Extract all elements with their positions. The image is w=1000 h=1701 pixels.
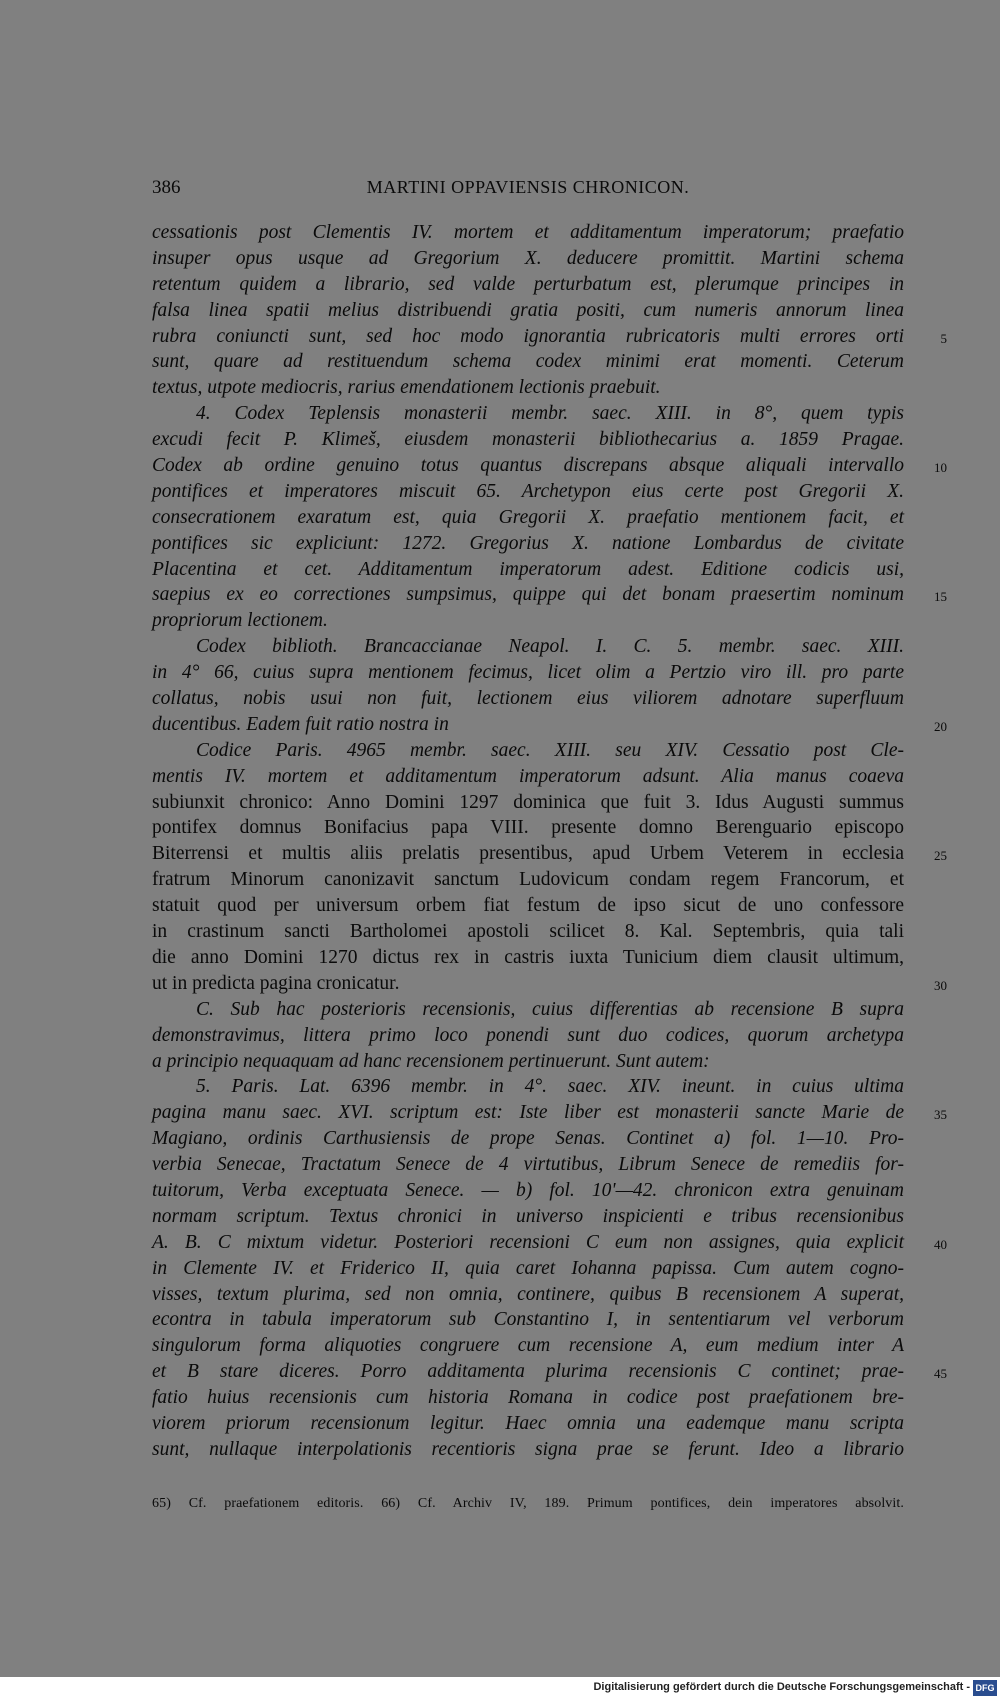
line-text: a principio nequaquam ad hanc recensionem pertinuerunt. Sunt autem: [152,1050,710,1072]
text-line [152,1100,947,1126]
digitization-credit-bar [0,1677,1000,1701]
text-line [152,660,904,686]
line-text: propriorum lectionem. [152,610,328,632]
line-text: saepius ex eo correctiones sumpsimus, quippe qui det bonam praesertim nominum [152,584,904,606]
line-text: verbia Senecae, Tractatum Senece de 4 virtutibus, Librum Senece de remediis for- [152,1154,904,1176]
text-line [152,531,904,557]
text-line [152,841,947,867]
text-line [152,764,904,790]
line-text: mentis IV. mortem et additamentum imperatorum adsunt. Alia manus coaeva [152,765,904,787]
text-line [152,1204,904,1230]
text-line [152,790,904,816]
text-line [152,557,904,583]
line-number: 25 [934,848,947,864]
text-line [152,712,947,738]
dfg-logo: DFG [973,1680,997,1696]
text-line [152,246,904,272]
text-line [152,1178,904,1204]
text-line [152,1282,904,1308]
text-line [152,608,904,634]
line-text: econtra in tabula imperatorum sub Constantino I, in sententiarum vel verborum [152,1309,904,1331]
line-text: Biterrensi et multis aliis prelatis presentibus, apud Urbem Veterem in ecclesia [152,843,904,865]
text-line [152,1385,904,1411]
line-text: Codex ab ordine genuino totus quantus discrepans absque aliquali intervallo [152,455,904,477]
line-text: visses, textum plurima, sed non omnia, continere, quibus B recensionem A superat, [152,1283,904,1305]
line-text: Magiano, ordinis Carthusiensis de prope Senas. Continet a) fol. 1—10. Pro- [152,1128,904,1150]
line-text: 4. Codex Teplensis monasterii membr. saec. XIII. in 8°, quem typis [196,403,904,425]
line-text: rubra coniuncti sunt, sed hoc modo ignorantia rubricatoris multi errores orti [152,325,904,347]
line-text: in 4° 66, cuius supra mentionem fecimus, licet olim a Pertzio viro ill. pro parte [152,662,904,684]
text-line [152,1230,947,1256]
line-text: A. B. C mixtum videtur. Posteriori recensioni C eum non assignes, quia explicit [152,1231,904,1253]
text-line [152,634,904,660]
body-text [152,220,947,1463]
text-line [152,738,904,764]
text-line [152,945,904,971]
line-text: viorem priorum recensionum legitur. Haec omnia una eademque manu scripta [152,1412,904,1434]
text-line [152,1437,904,1463]
line-number: 40 [934,1236,947,1252]
line-text: pontifex domnus Bonifacius papa VIII. presente domno Berenguario episcopo [152,817,904,839]
line-text: Codex biblioth. Brancaccianae Neapol. I. C. 5. membr. saec. XIII. [196,636,904,658]
line-text: cessationis post Clementis IV. mortem et additamentum imperatorum; praefatio [152,222,904,243]
line-text: collatus, nobis usui non fuit, lectionem eius viliorem adnotare superfluum [152,688,904,710]
line-text: 5. Paris. Lat. 6396 membr. in 4°. saec. XIV. ineunt. in cuius ultima [196,1076,904,1098]
running-title: MARTINI OPPAVIENSIS CHRONICON. [366,177,690,197]
text-line [152,375,904,401]
line-number: 10 [934,460,947,476]
line-text: Codice Paris. 4965 membr. saec. XIII. seu XIV. Cessatio post Cle- [196,739,904,761]
line-text: tuitorum, Verba exceptuata Senece. — b) fol. 10'—42. chronicon extra genuinam [152,1179,904,1201]
line-text: ut in predicta pagina cronicatur. [152,972,400,994]
text-line [152,971,947,997]
line-number: 15 [934,589,947,605]
line-number: 35 [934,1107,947,1123]
line-text: ducentibus. Eadem fuit ratio nostra in [152,713,449,735]
line-number: 20 [934,718,947,734]
line-text: pagina manu saec. XVI. scriptum est: Iste liber est monasterii sancte Marie de [152,1102,904,1124]
text-line [152,349,904,375]
text-line [152,1411,904,1437]
text-line [152,479,904,505]
text-line [152,427,904,453]
text-line [152,1256,904,1282]
line-text: C. Sub hac posterioris recensionis, cuius differentias ab recensione B supra [196,998,904,1020]
line-text: insuper opus usque ad Gregorium X. deducere promittit. Martini schema [152,247,904,269]
text-line [152,1333,904,1359]
text-line [152,582,947,608]
line-text: excudi fecit P. Klimeš, eiusdem monasterii bibliothecarius a. 1859 Pragae. [152,429,904,451]
text-line [152,893,904,919]
line-text: sunt, nullaque interpolationis recentioris signa prae se ferunt. Ideo a librario [152,1438,904,1460]
footnotes: 65) Cf. praefationem editoris. 66) Cf. Archiv IV, 189. Primum pontifices, dein imperatores absolvit. [152,1496,904,1511]
line-number: 30 [934,977,947,993]
line-text: fatio huius recensionis cum historia Romana in codice post praefationem bre- [152,1387,904,1409]
text-line [152,298,904,324]
line-number: 5 [940,330,947,346]
text-line [152,1074,904,1100]
line-number: 45 [934,1366,947,1382]
line-text: fratrum Minorum canonizavit sanctum Ludovicum condam regem Francorum, et [152,869,904,891]
text-line [152,1152,904,1178]
text-line [152,220,904,246]
page-header [152,177,904,207]
text-line [152,1049,904,1075]
text-line [152,1359,947,1385]
line-text: textus, utpote mediocris, rarius emendationem lectionis praebuit. [152,377,661,399]
line-text: consecrationem exaratum est, quia Gregorii X. praefatio mentionem facit, et [152,506,904,528]
line-text: Placentina et cet. Additamentum imperatorum adest. Editione codicis usi, [152,558,904,580]
text-line [152,815,904,841]
text-line [152,997,904,1023]
line-text: retentum quidem a librario, sed valde perturbatum est, plerumque principes in [152,273,904,295]
text-line [152,867,904,893]
line-text: in crastinum sancti Bartholomei apostoli scilicet 8. Kal. Septembris, quia tali [152,921,904,943]
text-line [152,401,904,427]
line-text: die anno Domini 1270 dictus rex in castris iuxta Tunicium diem clausit ultimum, [152,946,904,968]
text-line [152,1126,904,1152]
page-number: 386 [152,177,181,198]
line-text: et B stare diceres. Porro additamenta plurima recensionis C continet; prae- [152,1361,904,1383]
text-line [152,324,947,350]
line-text: pontifices sic expliciunt: 1272. Gregorius X. natione Lombardus de civitate [152,532,904,554]
text-line [152,272,904,298]
line-text: statuit quod per universum orbem fiat festum de ipso sicut de uno confessore [152,895,904,917]
text-line [152,686,904,712]
line-text: singulorum forma aliquoties congruere cum recensione A, eum medium inter A [152,1335,904,1357]
digitization-credit: Digitalisierung gefördert durch die Deutsche Forschungsgemeinschaft - [593,1681,970,1693]
line-text: falsa linea spatii melius distribuendi gratia positi, cum numeris annorum linea [152,299,904,321]
line-text: sunt, quare ad restituendum schema codex minimi erat momenti. Ceterum [152,351,904,373]
line-text: demonstravimus, littera primo loco ponendi sunt duo codices, quorum archetypa [152,1024,904,1046]
line-text: pontifices et imperatores miscuit 65. Archetypon eius certe post Gregorii X. [152,480,904,502]
text-line [152,919,904,945]
text-line [152,1023,904,1049]
line-text: normam scriptum. Textus chronici in universo inspicienti e tribus recensionibus [152,1205,904,1227]
line-text: subiunxit chronico: Anno Domini 1297 dominica que fuit 3. Idus Augusti summus [152,791,904,813]
text-line [152,1307,904,1333]
line-text: in Clemente IV. et Friderico II, quia caret Iohanna papissa. Cum autem cogno- [152,1257,904,1279]
text-line [152,505,904,531]
text-line [152,453,947,479]
